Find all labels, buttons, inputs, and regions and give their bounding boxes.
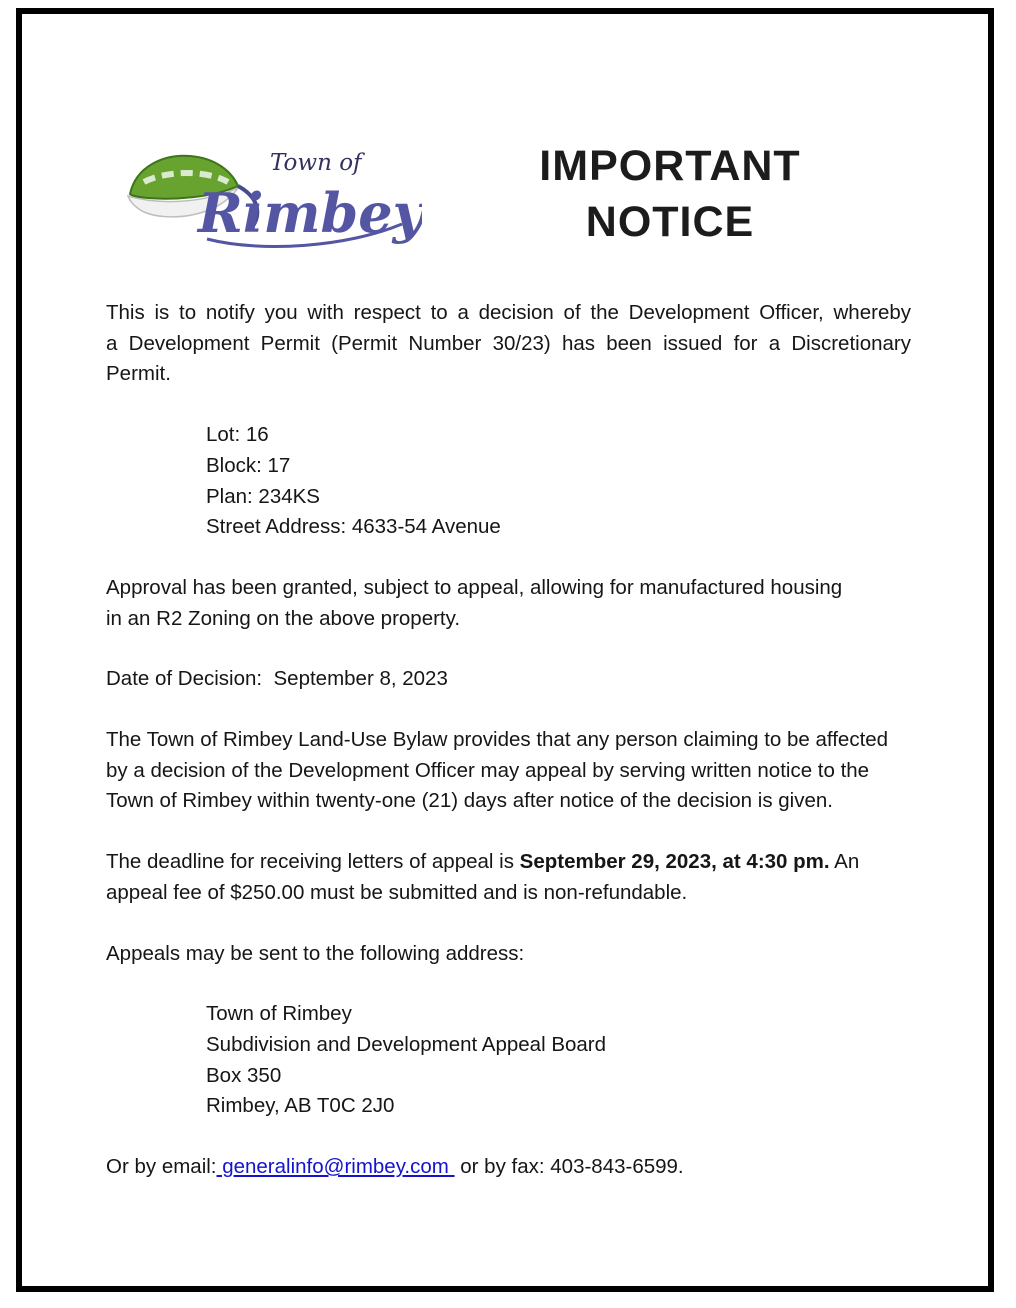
address-board: Subdivision and Development Appeal Board bbox=[206, 1032, 607, 1056]
approval-paragraph: Approval has been granted, subject to appeal, allowing for manufactured housing in an R2 Zoning on the above property. bbox=[106, 575, 843, 630]
document-header bbox=[22, 14, 988, 250]
address-box: Box 350 bbox=[206, 1063, 282, 1087]
email-link[interactable]: generalinfo@rimbey.com bbox=[216, 1155, 455, 1179]
appeal-address-block bbox=[206, 999, 911, 1122]
deadline-paragraph bbox=[106, 847, 906, 908]
page-title-line2: NOTICE bbox=[585, 198, 755, 246]
logo-tagline-text: Town of bbox=[270, 150, 362, 176]
address-org: Town of Rimbey bbox=[206, 1002, 352, 1026]
page-title-line1: IMPORTANT bbox=[539, 142, 801, 190]
property-plan: Plan: 234KS bbox=[206, 484, 320, 508]
property-block: Block: 17 bbox=[206, 453, 291, 477]
logo-name-text: Rimbey bbox=[198, 181, 422, 245]
deadline-date-bold: September 29, 2023, at 4:30 pm. bbox=[519, 850, 830, 874]
rimbey-logo-graphic bbox=[112, 142, 422, 250]
property-street-address: Street Address: 4633-54 Avenue bbox=[206, 515, 501, 539]
property-lot: Lot: 16 bbox=[206, 423, 269, 447]
intro-paragraph: This is to notify you with respect to a decision of the Development Officer, whereby a Development Permit (Permit Number 30/23) has been issued for a Discretionary Permit. bbox=[106, 301, 911, 386]
property-details-block bbox=[206, 420, 911, 543]
deadline-prefix: The deadline for receiving letters of appeal is bbox=[106, 850, 520, 874]
address-town-postal: Rimbey, AB T0C 2J0 bbox=[206, 1094, 395, 1118]
contact-suffix: or by fax: 403-843-6599. bbox=[454, 1155, 684, 1179]
town-of-rimbey-logo bbox=[112, 142, 422, 250]
notice-document bbox=[16, 8, 994, 1292]
bylaw-paragraph: The Town of Rimbey Land-Use Bylaw provides that any person claiming to be affected by a decision of the Development Officer may appeal by serving written notice to the Town of Rimbey within twenty-one (21) days after notice of the decision is given. bbox=[106, 728, 889, 813]
contact-line bbox=[106, 1152, 911, 1183]
page-title bbox=[422, 138, 918, 250]
deadline-suffix: An appeal fee of $250.00 must be submitted and is non-refundable. bbox=[106, 850, 865, 904]
decision-date-line: Date of Decision: September 8, 2023 bbox=[106, 667, 448, 691]
document-body bbox=[22, 298, 988, 1183]
appeals-intro-line: Appeals may be sent to the following address: bbox=[106, 941, 525, 965]
contact-prefix: Or by email: bbox=[106, 1155, 217, 1179]
